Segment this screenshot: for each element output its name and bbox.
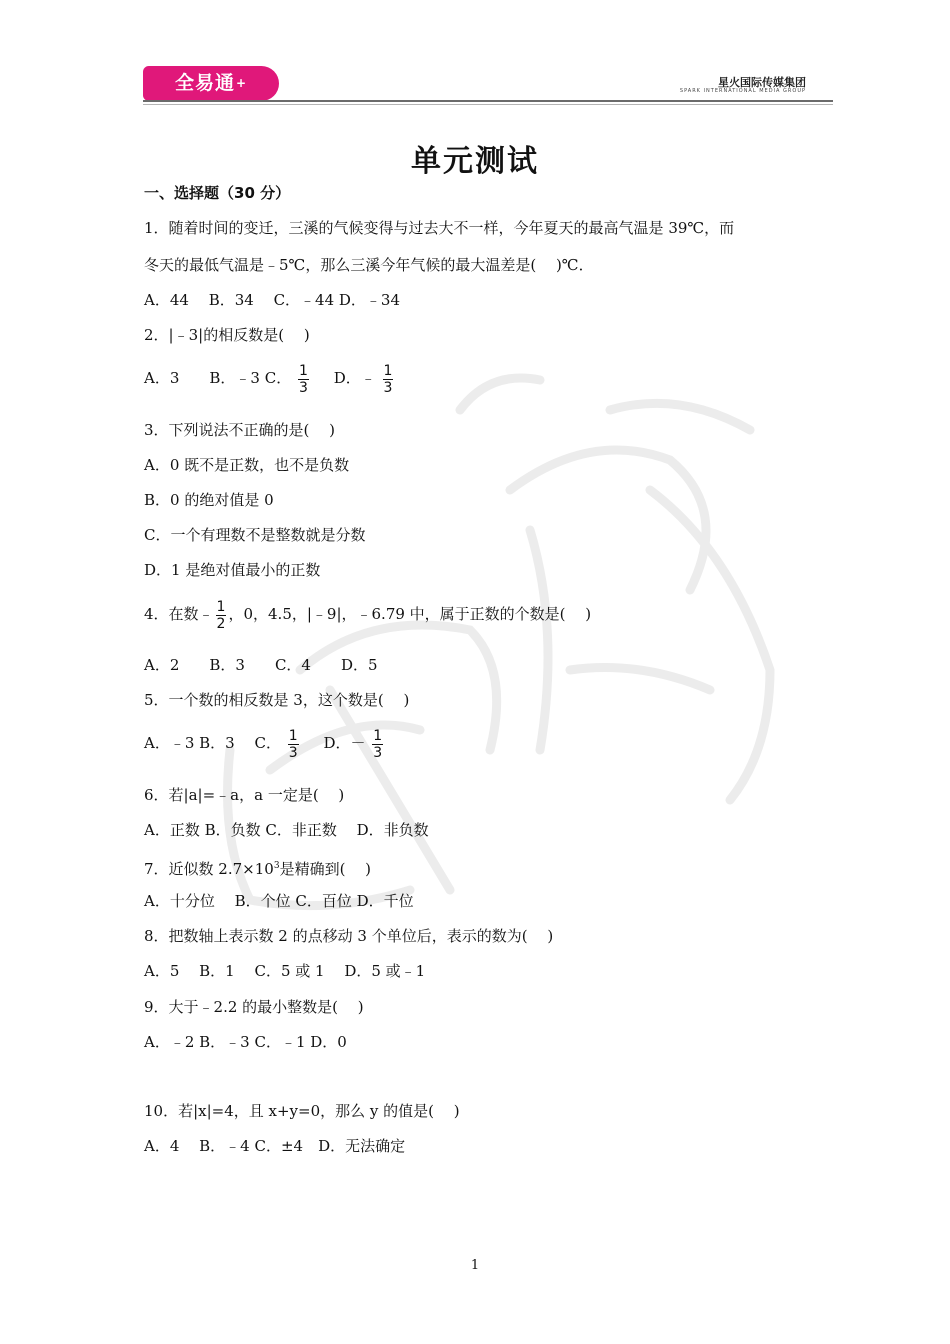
- brand-logo-text: 全易通: [174, 72, 235, 94]
- fraction-numerator: 1: [298, 362, 308, 379]
- page-number: 1: [470, 1258, 480, 1273]
- watermark-graphic: [210, 370, 810, 930]
- fraction-numerator: 1: [216, 598, 226, 615]
- question-5-options-abc: A．﹣3 B．3 C．: [144, 734, 281, 752]
- fraction-denominator: 3: [373, 744, 383, 761]
- section-heading: 一、选择题（30 分）: [144, 184, 291, 202]
- question-4-suffix: ，0，4.5，|﹣9|，﹣6.79 中，属于正数的个数是( ): [228, 605, 592, 623]
- fraction-numerator: 1: [288, 727, 298, 744]
- fraction-one-third: [298, 363, 309, 396]
- question-4-options: A．2 B．3 C．4 D．5: [144, 656, 378, 674]
- page-title: 单元测试: [411, 144, 539, 179]
- question-5-options: [144, 723, 385, 763]
- question-2-options: [144, 358, 395, 398]
- question-3: 3．下列说法不正确的是( ): [144, 421, 336, 439]
- question-9-options: A．﹣2 B．﹣3 C．﹣1 D．0: [144, 1033, 347, 1051]
- fraction-one-third: [372, 728, 383, 761]
- exponent: 3: [273, 861, 280, 871]
- question-1-line-1: 1．随着时间的变迁，三溪的气候变得与过去大不一样，今年夏天的最高气温是 39℃，而: [144, 219, 735, 237]
- question-2: 2．|﹣3|的相反数是( ): [144, 326, 310, 344]
- sparkle-icon: +: [235, 76, 248, 90]
- question-5-option-d: D．－: [323, 734, 366, 752]
- question-3-option-b: B．0 的绝对值是 0: [144, 491, 274, 509]
- question-10-options: A．4 B．﹣4 C．±4 D．无法确定: [144, 1137, 406, 1155]
- question-7-prefix: 7．近似数 2.7×10: [144, 860, 274, 878]
- question-9: 9．大于﹣2.2 的最小整数是( ): [144, 998, 364, 1016]
- fraction-one-third: [288, 728, 299, 761]
- publisher-english-name: SPARK INTERNATIONAL MEDIA GROUP: [679, 88, 806, 94]
- question-2-option-d: D．﹣: [333, 369, 376, 387]
- fraction-denominator: 3: [383, 379, 393, 396]
- fraction-denominator: 2: [216, 615, 226, 632]
- brand-logo: [143, 66, 279, 101]
- question-7-suffix: 是精确到( ): [279, 860, 372, 878]
- question-7: [144, 856, 371, 879]
- fraction-numerator: 1: [373, 727, 383, 744]
- question-3-option-a: A．0 既不是正数，也不是负数: [144, 456, 350, 474]
- publisher-name: 星火国际传媒集团: [718, 76, 806, 89]
- header-rule-thin: [143, 104, 833, 105]
- question-4-prefix: 4．在数﹣: [144, 605, 214, 623]
- question-3-option-d: D．1 是绝对值最小的正数: [144, 561, 321, 579]
- question-6: 6．若|a|=﹣a，a 一定是( ): [144, 786, 345, 804]
- question-5: 5．一个数的相反数是 3，这个数是( ): [144, 691, 410, 709]
- fraction-one-half: [216, 599, 227, 632]
- fraction-denominator: 3: [298, 379, 308, 396]
- question-2-options-abc: A．3 B．﹣3 C．: [144, 369, 292, 387]
- header-rule: [143, 100, 833, 102]
- question-10: 10．若|x|=4，且 x+y=0，那么 y 的值是( ): [144, 1102, 460, 1120]
- fraction-denominator: 3: [288, 744, 298, 761]
- fraction-numerator: 1: [383, 362, 393, 379]
- question-3-option-c: C．一个有理数不是整数就是分数: [144, 526, 366, 544]
- question-7-options: A．十分位 B．个位 C．百位 D．千位: [144, 892, 414, 910]
- question-8-options: A．5 B．1 C．5 或 1 D．5 或﹣1: [144, 962, 426, 980]
- question-1-options: A．44 B．34 C．﹣44 D．﹣34: [144, 291, 401, 309]
- question-6-options: A．正数 B．负数 C．非正数 D．非负数: [144, 821, 429, 839]
- question-1-line-2: 冬天的最低气温是﹣5℃，那么三溪今年气候的最大温差是( )℃．: [144, 256, 594, 274]
- question-4: [144, 594, 591, 634]
- fraction-one-third: [383, 363, 394, 396]
- question-8: 8．把数轴上表示数 2 的点移动 3 个单位后，表示的数为( ): [144, 927, 554, 945]
